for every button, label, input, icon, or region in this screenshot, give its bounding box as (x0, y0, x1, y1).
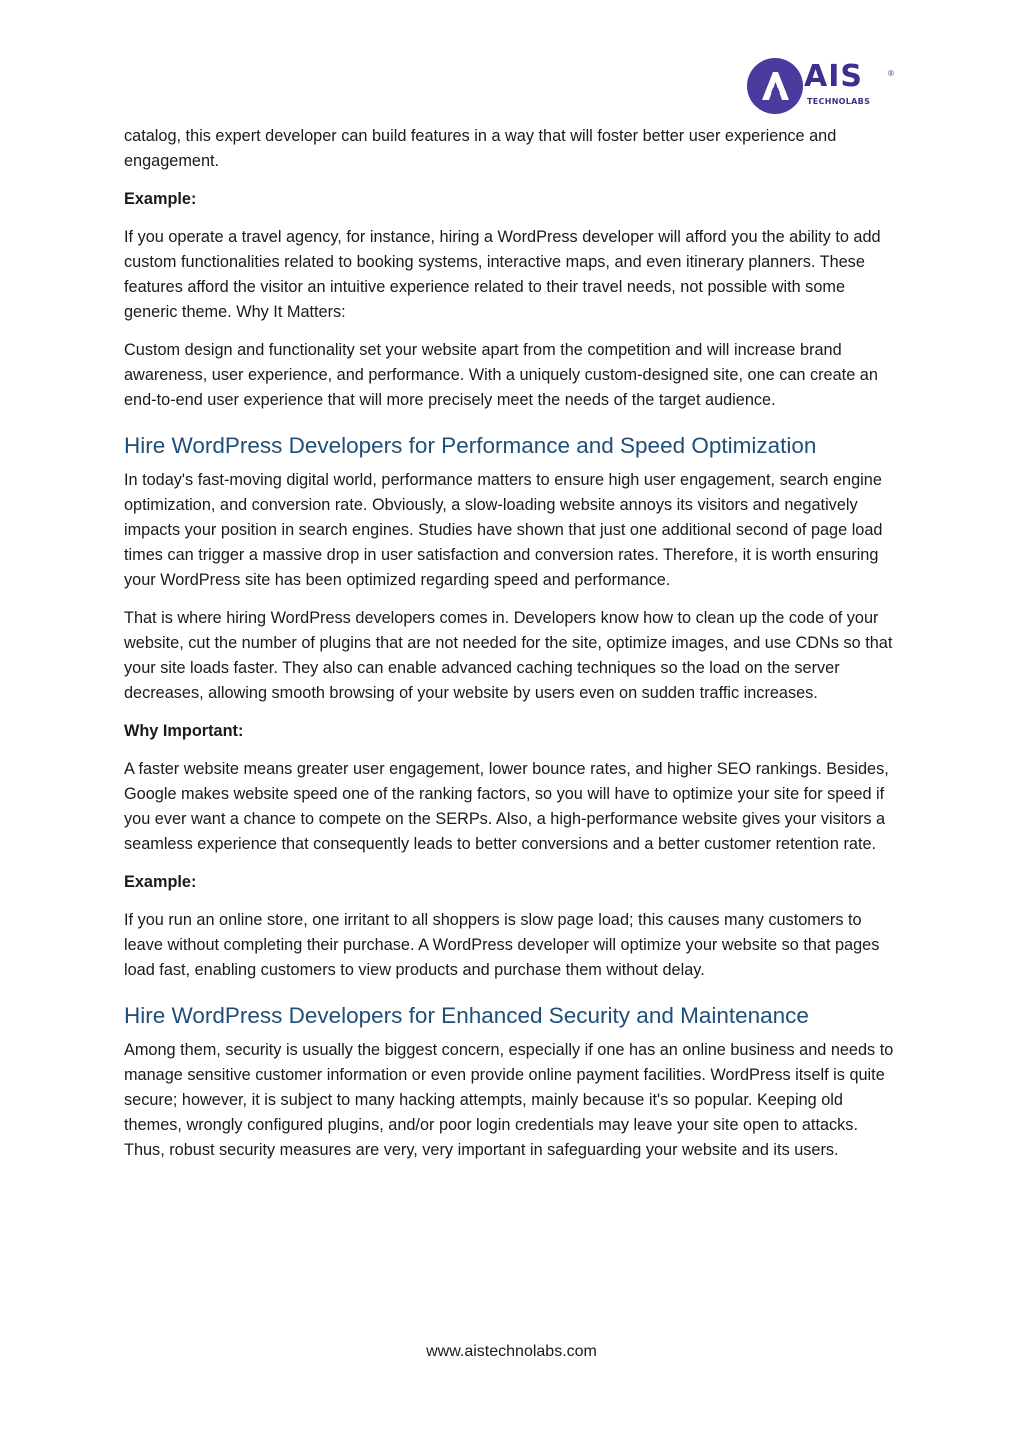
section-heading-security: Hire WordPress Developers for Enhanced Security and Maintenance (124, 1003, 809, 1028)
paragraph: If you run an online store, one irritant to all shoppers is slow page load; this causes many customers to leave without completing their purchase. A WordPress developer will optimize your website so that pages load fast, enabling customers to view products and purchase them without delay. (124, 911, 880, 979)
registered-mark: ® (888, 69, 894, 78)
logo-subtitle: TECHNOLABS (807, 97, 871, 106)
document-body (124, 124, 899, 1176)
logo-wordmark: AIS (804, 59, 863, 94)
paragraph: Custom design and functionality set your website apart from the competition and will increase brand awareness, user experience, and performance. With a uniquely custom-designed site, one can create an end-to-end user experience that will more precisely meet the needs of the target audience. (124, 341, 878, 409)
section-heading-performance: Hire WordPress Developers for Performance and Speed Optimization (124, 433, 817, 458)
footer-url: www.aistechnolabs.com (426, 1343, 597, 1360)
why-important-label: Why Important: (124, 722, 244, 740)
paragraph: catalog, this expert developer can build features in a way that will foster better user experience and engagement. (124, 127, 837, 170)
example-label: Example: (124, 190, 197, 208)
paragraph: If you operate a travel agency, for instance, hiring a WordPress developer will afford you the ability to add custom functionalities related to booking systems, interactive maps, and even itinerary planners. These features afford the visitor an intuitive experience related to their travel needs, not possible with some generic theme. Why It Matters: (124, 228, 881, 321)
paragraph: A faster website means greater user engagement, lower bounce rates, and higher SEO rankings. Besides, Google makes website speed one of the ranking factors, so you will have to optimize your site for speed if you ever want a chance to compete on the SERPs. Also, a high-performance website gives your visitors a seamless experience that consequently leads to better conversions and a better customer retention rate. (124, 760, 889, 853)
paragraph: In today's fast-moving digital world, performance matters to ensure high user engagement, search engine optimization, and conversion rate. Obviously, a slow-loading website annoys its visitors and negatively impacts your position in search engines. Studies have shown that just one additional second of page load times can trigger a massive drop in user satisfaction and conversion rates. Therefore, it is worth ensuring your WordPress site has been optimized regarding speed and performance. (124, 471, 883, 589)
ais-logo-icon (747, 58, 803, 114)
example-label: Example: (124, 873, 197, 891)
paragraph: That is where hiring WordPress developers comes in. Developers know how to clean up the code of your website, cut the number of plugins that are not needed for the site, optimize images, and use CDNs so that your site loads faster. They also can enable advanced caching techniques so the load on the server decreases, allowing smooth browsing of your website by users even on sudden traffic increases. (124, 609, 893, 702)
paragraph: Among them, security is usually the biggest concern, especially if one has an online business and needs to manage sensitive customer information or even provide online payment facilities. WordPress itself is quite secure; however, it is subject to many hacking attempts, mainly because it's so popular. Keeping old themes, wrongly configured plugins, and/or poor login credentials may leave your site open to attacks. Thus, robust security measures are very, very important in safeguarding your website and its users. (124, 1041, 894, 1159)
ais-technolabs-logo (747, 58, 902, 120)
